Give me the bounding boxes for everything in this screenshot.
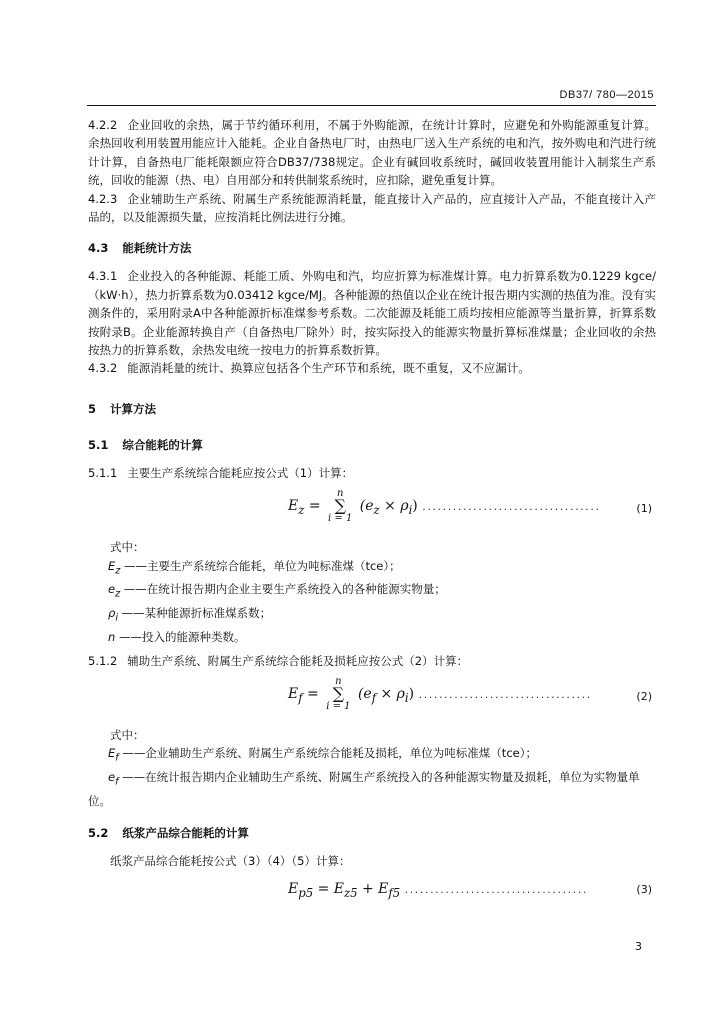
heading-number: 4.3: [88, 241, 109, 256]
formula-lhs: E: [288, 685, 299, 702]
heading-text: 综合能耗的计算: [122, 437, 203, 452]
clause-text: 能源消耗量的统计、换算应包括各个生产环节和系统，既不重复，又不应漏计。: [127, 361, 530, 376]
definition-list-1: [88, 557, 656, 652]
formula-term-sub: f: [371, 690, 377, 705]
clause-5-1-2: [88, 652, 656, 670]
leader-dots: ....................................: [404, 882, 589, 896]
definition-item: [88, 580, 656, 604]
clause-5-2-intro: 纸浆产品综合能耗按公式（3）（4）（5）计算：: [110, 854, 351, 869]
where-label: 式中：: [110, 540, 145, 555]
section-heading-5: [88, 400, 656, 418]
def-symbol: E: [108, 746, 116, 761]
clause-4-3-2: [88, 359, 656, 377]
clause-text: 企业回收的余热，属于节约循环利用，不属于外购能源，在统计计算时，应避免和外购能源重复计算。余热回收利用装置用能应计入能耗。企业自备热电厂时，由热电厂送入生产系统的电和汽，按外购电和汽进行统计计算，自备热电厂能耗限额应符合DB37/738规定。企业有碱回收系统时，碱回收装置用能计入制浆生产系统，回收的能源（热、电）自用部分和转供制浆系统时，应扣除，避免重复计算。: [88, 118, 656, 188]
def-sub: z: [115, 564, 121, 576]
formula-t2-sub: f5: [388, 885, 401, 900]
section-heading-5-2: [88, 824, 656, 842]
formula-lhs: E: [288, 880, 299, 897]
definition-item: [88, 768, 656, 810]
formula-lhs-sub: f: [298, 690, 303, 705]
definition-item: [88, 744, 656, 768]
formula-times: × ρ: [376, 685, 405, 702]
document-body: [88, 116, 656, 911]
clause-number: 4.2.2: [88, 118, 118, 132]
sum-lower: i = 1: [326, 700, 351, 712]
formula-body: [288, 881, 588, 900]
clause-4-2-3: [88, 190, 656, 227]
def-text: ——主要生产系统综合能耗，单位为吨标准煤（tce）；: [123, 558, 401, 573]
formula-number: (2): [636, 689, 652, 703]
formula-body: $E_z = n$ ∑ i = 1 $(e_z \times \rho_i)$ ...................................: [288, 488, 601, 525]
formula-close: ): [408, 685, 415, 702]
definition-list-2: [88, 744, 656, 810]
summation-symbol: n ∑ i = 1: [326, 675, 351, 712]
formula-term: (e: [357, 685, 372, 702]
formula-term-sub: z: [373, 503, 380, 518]
heading-number: 5: [88, 401, 97, 416]
clause-number: 5.1.1: [88, 465, 118, 480]
heading-text: 纸浆产品综合能耗的计算: [122, 826, 249, 841]
clause-text: 企业辅助生产系统、附属生产系统能源消耗量，能直接计入产品的，应直接计入产品，不能直接计入产品的，以及能源损失量，应按消耗比例法进行分摊。: [88, 191, 656, 225]
clause-4-3-1: [88, 267, 656, 359]
formula-2: [88, 676, 656, 720]
def-sub: z: [115, 588, 121, 600]
formula-close: ): [412, 498, 418, 515]
def-text: ——在统计报告期内企业主要生产系统投入的各种能源实物量；: [123, 582, 446, 597]
def-symbol: n: [108, 629, 116, 644]
def-symbol: E: [108, 558, 116, 573]
standard-code: DB37/ 780—2015: [559, 89, 654, 101]
clause-number: 4.3.2: [88, 361, 118, 376]
formula-lhs: E: [288, 498, 299, 515]
sum-upper: n: [335, 675, 342, 687]
def-text: ——企业辅助生产系统、附属生产系统综合能耗及损耗，单位为吨标准煤（tce）；: [122, 746, 537, 761]
page-number: 3: [635, 940, 642, 953]
where-label: 式中：: [110, 727, 145, 742]
clause-number: 4.3.1: [88, 269, 118, 284]
def-sub: f: [115, 752, 119, 764]
formula-lhs-sub: p5: [298, 885, 314, 900]
formula-term: (e: [359, 498, 374, 515]
leader-dots: ...................................: [422, 500, 601, 514]
sum-upper: n: [336, 488, 344, 500]
def-sub: i: [115, 612, 118, 624]
formula-times: × ρ: [379, 498, 409, 515]
clause-4-2-2: [88, 116, 656, 190]
clause-5-1-1: [88, 464, 656, 482]
leader-dots: ..................................: [418, 687, 592, 701]
definition-item: [88, 628, 656, 652]
def-symbol: e: [108, 582, 116, 597]
def-text: ——某种能源折标准煤系数；: [121, 606, 272, 621]
summation-symbol: n ∑ i = 1: [328, 488, 353, 525]
clause-text: 企业投入的各种能源、耗能工质、外购电和汽，均应折算为标准煤计算。电力折算系数为0.1229 kgce/（kW·h），热力折算系数为0.03412 kgce/MJ。各种能源的热值以企业在统计报告期内实测的热值为准。没有实测条件的，采用附录A中各种能源折标准煤参考系数。二次能源及耗能工质均按相应能源等当量折算，折算系数按附录B。企业能源转换自产（自备热电厂除外）时，按实际投入的能源实物量折算标准煤量；企业回收的余热按热力的折算系数，余热发电统一按电力的折算系数折算。: [88, 269, 656, 358]
definition-item: [88, 557, 656, 581]
formula-3: [88, 877, 656, 905]
formula-1: [88, 488, 656, 532]
heading-text: 能耗统计方法: [122, 241, 192, 256]
formula-lhs-sub: z: [298, 503, 305, 518]
formula-body: $E_f = n$ ∑ i = 1 $(e_f \times \rho_i)$ ..................................: [288, 675, 592, 712]
formula-number: (3): [636, 882, 652, 896]
formula-t1-sub: z5: [343, 885, 358, 900]
def-text: ——在统计报告期内企业辅助生产系统、附属生产系统投入的各种能源实物量及损耗，单位为实物量单位。: [88, 770, 640, 808]
clause-number: 4.2.3: [88, 191, 118, 206]
formula-times-sub: i: [408, 503, 413, 518]
section-heading-5-1: [88, 436, 656, 454]
formula-times-sub: i: [404, 690, 409, 705]
def-text: ——投入的能源种类数。: [118, 629, 246, 644]
header-rule: [87, 105, 656, 106]
heading-text: 计算方法: [110, 401, 157, 416]
clause-text: 辅助生产系统、附属生产系统综合能耗及损耗应按公式（2）计算：: [127, 653, 469, 668]
clause-text: 主要生产系统综合能耗应按公式（1）计算：: [127, 465, 354, 480]
clause-number: 5.1.2: [88, 653, 118, 668]
formula-number: (1): [636, 502, 652, 516]
heading-number: 5.2: [88, 826, 109, 841]
def-symbol: ρ: [108, 606, 116, 621]
formula-plus: + E: [357, 880, 389, 897]
sum-lower: i = 1: [328, 513, 353, 525]
def-sub: f: [115, 776, 119, 788]
formula-eq: = E: [313, 880, 344, 897]
def-symbol: e: [108, 770, 116, 785]
definition-item: [88, 604, 656, 628]
section-heading-4-3: [88, 239, 656, 257]
heading-number: 5.1: [88, 437, 109, 452]
